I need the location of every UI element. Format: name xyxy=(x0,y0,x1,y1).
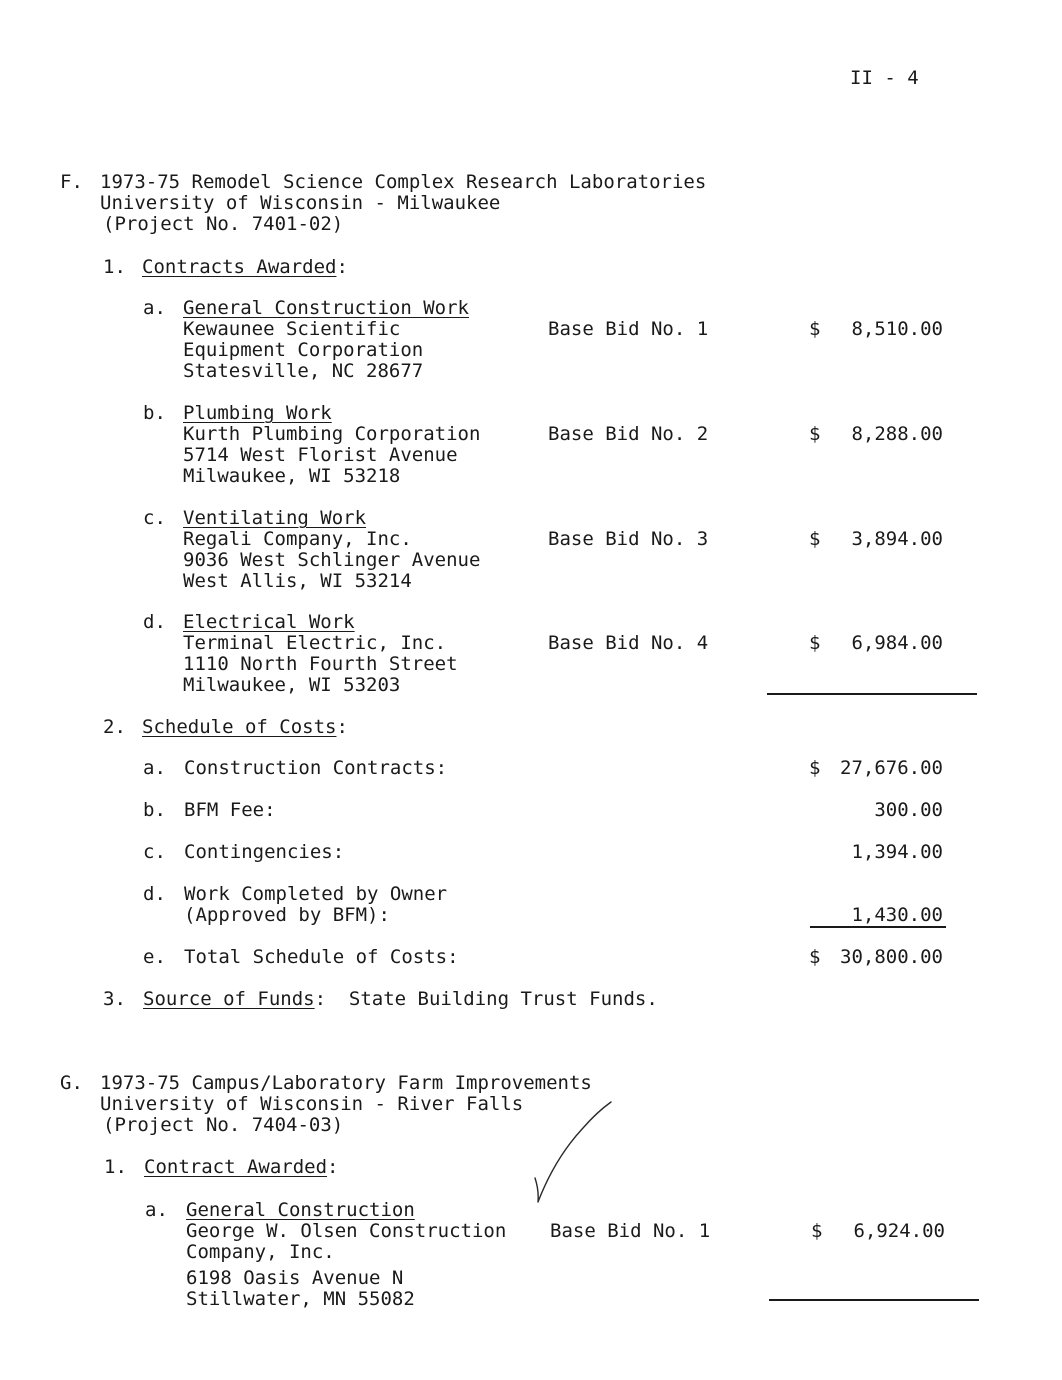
source-of-funds xyxy=(143,989,658,1010)
schedule-heading-text: Schedule of Costs xyxy=(142,716,337,738)
page-number: II - 4 xyxy=(850,67,919,89)
source-text: : State Building Trust Funds. xyxy=(314,988,658,1010)
item-letter: a. xyxy=(143,757,166,779)
contractor-street: 6198 Oasis Avenue N xyxy=(186,1267,404,1289)
dollar-sign: $ xyxy=(809,528,821,550)
dollar-sign: $ xyxy=(809,946,821,968)
cost-label: Total Schedule of Costs: xyxy=(184,946,459,968)
subsection-number: 2. xyxy=(103,716,126,738)
source-heading: Source of Funds xyxy=(143,988,315,1010)
amount: 6,924.00 xyxy=(853,1220,945,1242)
work-type: Plumbing Work xyxy=(183,402,332,424)
cost-label: Work Completed by Owner xyxy=(184,883,448,905)
project-number: (Project No. 7404-03) xyxy=(103,1114,344,1136)
contractor-name: Kewaunee Scientific xyxy=(183,318,401,340)
heading-colon: : xyxy=(336,716,348,738)
item-letter: d. xyxy=(143,611,166,633)
heading-colon: : xyxy=(336,256,348,278)
total-rule xyxy=(767,693,977,695)
contractor-street: 9036 West Schlinger Avenue xyxy=(183,549,481,571)
contractor-name: Regali Company, Inc. xyxy=(183,528,412,550)
dollar-sign: $ xyxy=(809,423,821,445)
base-bid: Base Bid No. 2 xyxy=(548,423,709,445)
base-bid: Base Bid No. 1 xyxy=(550,1220,711,1242)
base-bid: Base Bid No. 4 xyxy=(548,632,709,654)
project-number: (Project No. 7401-02) xyxy=(103,213,344,235)
section-letter: G. xyxy=(60,1072,83,1094)
contractor-name: George W. Olsen Construction xyxy=(186,1220,507,1242)
item-letter: e. xyxy=(143,946,166,968)
item-letter: d. xyxy=(143,883,166,905)
contractor-city: Milwaukee, WI 53203 xyxy=(183,674,401,696)
item-letter: a. xyxy=(143,297,166,319)
contracts-heading xyxy=(142,257,348,278)
base-bid: Base Bid No. 3 xyxy=(548,528,709,550)
contractor-name: Terminal Electric, Inc. xyxy=(183,632,447,654)
checkmark-icon xyxy=(525,1098,620,1208)
work-type: Ventilating Work xyxy=(183,507,367,529)
contracts-heading-text: Contract Awarded xyxy=(144,1156,328,1178)
project-title: 1973-75 Remodel Science Complex Research Laboratories xyxy=(100,171,707,193)
dollar-sign: $ xyxy=(811,1220,823,1242)
amount: 30,800.00 xyxy=(840,946,943,968)
contractor-street: 5714 West Florist Avenue xyxy=(183,444,458,466)
work-type: Electrical Work xyxy=(183,611,355,633)
item-letter: a. xyxy=(145,1199,168,1221)
total-rule xyxy=(769,1299,979,1301)
amount: 300.00 xyxy=(874,799,943,821)
amount: 8,510.00 xyxy=(851,318,943,340)
subsection-number: 3. xyxy=(103,988,126,1010)
base-bid: Base Bid No. 1 xyxy=(548,318,709,340)
contractor-city: West Allis, WI 53214 xyxy=(183,570,412,592)
schedule-heading xyxy=(142,717,348,738)
amount: 6,984.00 xyxy=(851,632,943,654)
item-letter: b. xyxy=(143,799,166,821)
amount: 1,394.00 xyxy=(851,841,943,863)
amount: 3,894.00 xyxy=(851,528,943,550)
project-campus: University of Wisconsin - River Falls xyxy=(100,1093,524,1115)
project-campus: University of Wisconsin - Milwaukee xyxy=(100,192,501,214)
heading-colon: : xyxy=(327,1156,339,1178)
contractor-line: Equipment Corporation xyxy=(183,339,424,361)
cost-label: Construction Contracts: xyxy=(184,757,448,779)
project-title: 1973-75 Campus/Laboratory Farm Improvements xyxy=(100,1072,592,1094)
cost-label: BFM Fee: xyxy=(184,799,276,821)
contractor-name: Kurth Plumbing Corporation xyxy=(183,423,481,445)
contracts-heading-text: Contracts Awarded xyxy=(142,256,337,278)
work-type: General Construction xyxy=(186,1199,415,1221)
amount: 27,676.00 xyxy=(840,757,943,779)
subtotal-rule xyxy=(810,926,946,928)
dollar-sign: $ xyxy=(809,632,821,654)
subsection-number: 1. xyxy=(103,256,126,278)
section-letter: F. xyxy=(60,171,83,193)
amount: 8,288.00 xyxy=(851,423,943,445)
cost-label-continued: (Approved by BFM): xyxy=(184,904,390,926)
cost-label: Contingencies: xyxy=(184,841,345,863)
contracts-heading xyxy=(144,1157,338,1178)
item-letter: c. xyxy=(143,841,166,863)
item-letter: c. xyxy=(143,507,166,529)
subsection-number: 1. xyxy=(104,1156,127,1178)
dollar-sign: $ xyxy=(809,318,821,340)
dollar-sign: $ xyxy=(809,757,821,779)
contractor-city: Stillwater, MN 55082 xyxy=(186,1288,415,1310)
amount: 1,430.00 xyxy=(851,904,943,926)
contractor-city: Milwaukee, WI 53218 xyxy=(183,465,401,487)
work-type: General Construction Work xyxy=(183,297,469,319)
contractor-name-continued: Company, Inc. xyxy=(186,1241,335,1263)
contractor-city: Statesville, NC 28677 xyxy=(183,360,424,382)
item-letter: b. xyxy=(143,402,166,424)
contractor-street: 1110 North Fourth Street xyxy=(183,653,458,675)
